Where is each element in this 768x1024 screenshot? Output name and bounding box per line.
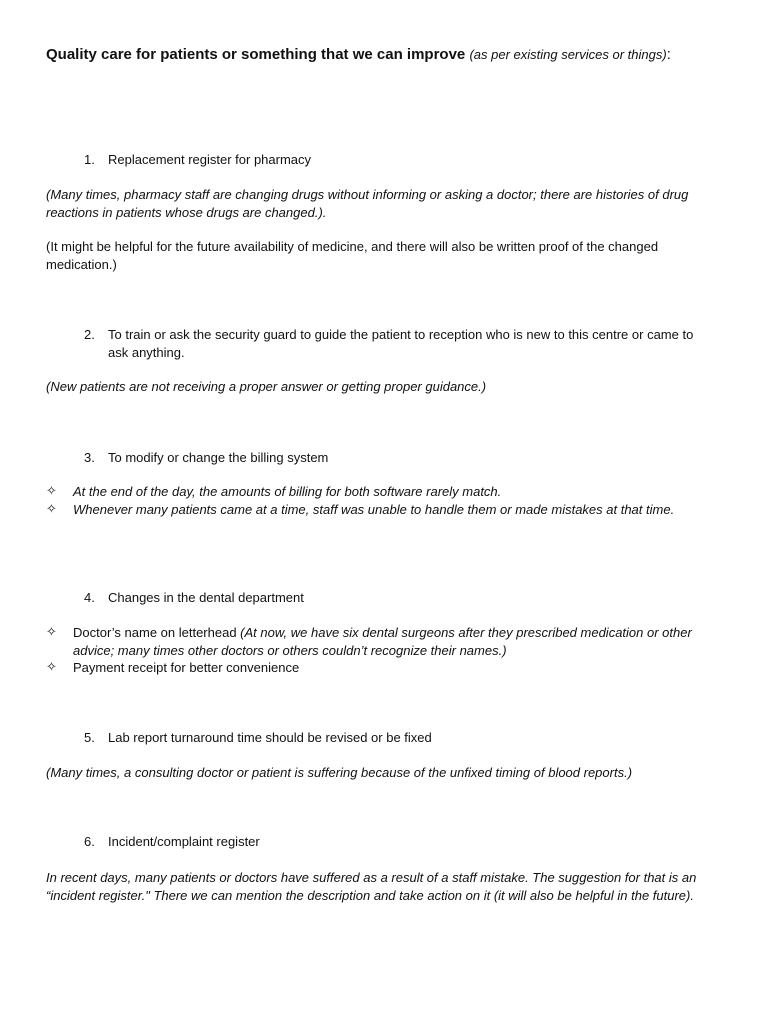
bullet-text: At the end of the day, the amounts of billing for both software rarely match. — [73, 484, 502, 499]
heading-qualifier: (as per existing services or things) — [469, 47, 667, 62]
item-title: Replacement register for pharmacy — [108, 152, 312, 167]
item-1-note: (It might be helpful for the future availability of medicine, and there will also be written proof of the changed medication.) — [46, 239, 659, 272]
bullet-item — [46, 501, 726, 519]
item-number: 1. — [84, 152, 95, 167]
item-number: 4. — [84, 590, 95, 605]
item-number: 3. — [84, 450, 95, 465]
list-item-2 — [84, 326, 714, 362]
bullet-text: Whenever many patients came at a time, staff was unable to handle them or made mistakes at that time. — [73, 502, 675, 517]
list-item-4 — [84, 589, 714, 607]
list-item-3 — [84, 449, 714, 467]
item-1-note-italic: (Many times, pharmacy staff are changing drugs without informing or asking a doctor; there are histories of drug reactions in patients whose drugs are changed.). — [46, 187, 689, 220]
document-heading — [46, 45, 726, 65]
bullet-text-regular: Doctor’s name on letterhead — [73, 625, 241, 640]
item-number: 6. — [84, 834, 95, 849]
bullet-item — [46, 659, 726, 677]
item-title: Incident/complaint register — [108, 834, 260, 849]
list-item-1 — [84, 151, 714, 169]
list-item-6 — [84, 833, 714, 851]
heading-main: Quality care for patients or something that we can improve — [46, 46, 466, 63]
sparkle-bullet-icon: ✧ — [46, 484, 57, 499]
sparkle-bullet-icon: ✧ — [46, 502, 57, 517]
sparkle-bullet-icon: ✧ — [46, 660, 57, 675]
item-number: 5. — [84, 730, 95, 745]
item-title: Changes in the dental department — [108, 590, 304, 605]
heading-colon: : — [666, 46, 671, 63]
item-title: To modify or change the billing system — [108, 450, 329, 465]
bullet-item — [46, 483, 726, 501]
item-number: 2. — [84, 327, 95, 342]
bullet-text-italic: (At now, we have six dental surgeons after they prescribed medication or other advice; many times other doctors or others couldn’t recognize their names.) — [73, 625, 692, 658]
bullet-text — [73, 624, 726, 660]
item-5-note-italic: (Many times, a consulting doctor or patient is suffering because of the unfixed timing of blood reports.) — [46, 765, 633, 780]
item-title: Lab report turnaround time should be revised or be fixed — [108, 730, 432, 745]
item-2-note-italic: (New patients are not receiving a proper answer or getting proper guidance.) — [46, 379, 487, 394]
item-6-note-italic: In recent days, many patients or doctors have suffered as a result of a staff mistake. The suggestion for that is an “incident register." There we can mention the description and take action on it (it will also be helpful in the future). — [46, 870, 697, 903]
list-item-5 — [84, 729, 714, 747]
item-title: To train or ask the security guard to guide the patient to reception who is new to this centre or came to ask anything. — [108, 327, 694, 360]
bullet-text: Payment receipt for better convenience — [73, 660, 300, 675]
bullet-item — [46, 624, 726, 660]
sparkle-bullet-icon: ✧ — [46, 625, 57, 640]
